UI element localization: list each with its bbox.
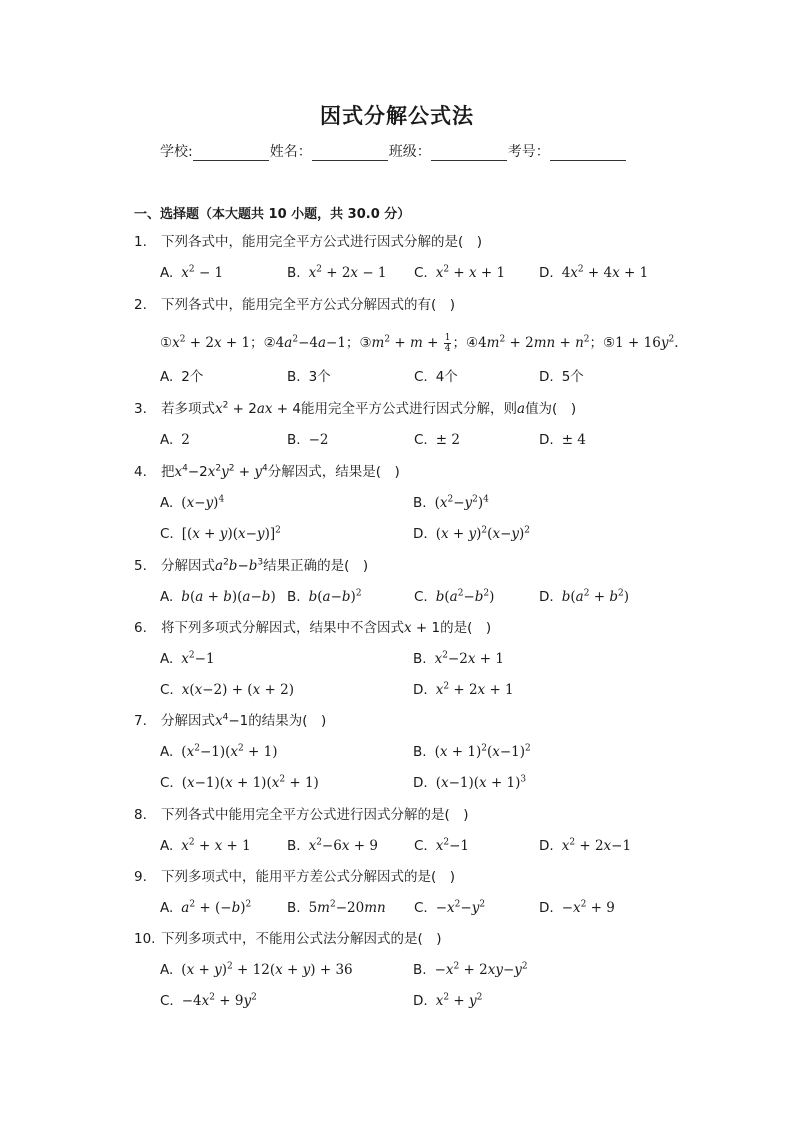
stem-part: 值为( ) <box>525 401 577 417</box>
option-label: D. <box>539 838 554 854</box>
item-marker: ④ <box>465 335 479 351</box>
stem-part: 将下列多项式分解因式，结果中不含因式 <box>161 620 404 636</box>
option-label: B. <box>287 265 301 281</box>
q7-option-d[interactable]: D. $(x-1)(x + 1)^3$ <box>413 774 527 791</box>
name-blank[interactable] <box>312 147 388 161</box>
question-number: 1. <box>134 234 147 250</box>
question-number: 10. <box>134 931 156 947</box>
q8-option-a[interactable]: A. $x^2 + x + 1$ <box>160 837 251 854</box>
option-label: A. <box>160 589 174 605</box>
option-label: B. <box>287 838 301 854</box>
q3-option-d[interactable]: D. ± 4 <box>539 432 586 448</box>
q9-option-a[interactable]: A. $a^2 + (-b)^2$ <box>160 899 252 916</box>
q2-option-a[interactable] <box>160 368 203 386</box>
option-label: D. <box>413 682 428 698</box>
option-label: C. <box>414 900 428 916</box>
stem-part: 分解因式 <box>161 558 215 574</box>
q5-option-c[interactable]: C. $b(a^2-b^2)$ <box>414 588 495 605</box>
option-label: A. <box>160 432 174 448</box>
stem-part: 的结果为( ) <box>248 713 327 729</box>
option-label: B. <box>413 744 427 760</box>
q10-option-a[interactable]: A. $(x + y)^2 + 12(x + y) + 36$ <box>160 961 353 978</box>
name-label: 姓名： <box>269 144 312 160</box>
stem-part: 能用完全平方公式进行因式分解，则 <box>301 401 517 417</box>
id-blank[interactable] <box>550 147 626 161</box>
option-label: C. <box>160 526 174 542</box>
question-stem: 将下列多项式分解因式，结果中不含因式x + 1的是( ) <box>161 620 492 636</box>
question-stem: 下列多项式中，不能用公式法分解因式的是( ) <box>161 931 442 947</box>
option-label: A. <box>160 265 174 281</box>
question-stem: 分解因式$x^4-1$的结果为( ) <box>161 712 327 729</box>
option-label: D. <box>539 900 554 916</box>
stem-part: 分解因式，结果是( ) <box>267 464 400 480</box>
option-text: 4个 <box>435 369 458 385</box>
option-text: 3个 <box>308 369 331 385</box>
q3-option-a[interactable]: A. 2 <box>160 432 190 448</box>
option-label: C. <box>160 993 174 1009</box>
q4-option-b[interactable]: B. $(x^2-y^2)^4$ <box>413 494 489 511</box>
option-label: A. <box>160 744 174 760</box>
question-stem: 把$x^4-2x^2y^2 + y^4$分解因式，结果是( ) <box>161 463 400 480</box>
option-label: D. <box>539 369 554 385</box>
option-label: D. <box>413 775 428 791</box>
item-marker: ① <box>160 335 173 351</box>
stem-part: 把 <box>161 464 175 480</box>
question-stem: 下列多项式中，能用平方差公式分解因式的是( ) <box>161 869 456 885</box>
q9-option-b[interactable]: B. $5m^2-20mn$ <box>287 899 386 916</box>
option-label: D. <box>413 993 428 1009</box>
q1-option-c[interactable]: C. $x^2 + x + 1$ <box>414 264 506 281</box>
option-text: 5个 <box>561 369 584 385</box>
question-stem: 若多项式$x^2 + 2ax + 4$能用完全平方公式进行因式分解，则a值为( ) <box>161 400 577 417</box>
q5-option-a[interactable]: A. b(a + b)(a−b) <box>160 589 276 605</box>
q2-option-b[interactable] <box>287 368 331 386</box>
q8-option-c[interactable]: C. $x^2-1$ <box>414 837 469 854</box>
q8-option-b[interactable]: B. $x^2-6x + 9$ <box>287 837 378 854</box>
option-label: B. <box>287 589 301 605</box>
question-number: 4. <box>134 464 147 480</box>
q5-option-d[interactable]: D. $b(a^2 + b^2)$ <box>539 588 629 605</box>
item-marker: ② <box>263 335 276 351</box>
document-title: 因式分解公式法 <box>320 104 474 128</box>
q2-option-c[interactable] <box>414 368 458 386</box>
question-number: 9. <box>134 869 147 885</box>
option-label: B. <box>413 495 427 511</box>
option-label: A. <box>160 962 174 978</box>
question-stem: 下列各式中，能用完全平方公式进行因式分解的是( ) <box>161 234 483 250</box>
student-info-line <box>160 141 640 161</box>
option-label: A. <box>160 495 174 511</box>
option-label: B. <box>287 369 301 385</box>
option-label: B. <box>287 900 301 916</box>
q5-option-b[interactable]: B. $b(a-b)^2$ <box>287 588 362 605</box>
question-stem: 分解因式$a^2b-b^3$结果正确的是( ) <box>161 557 369 574</box>
option-label: D. <box>539 265 554 281</box>
question-number: 2. <box>134 297 147 313</box>
stem-part: 结果正确的是( ) <box>263 558 369 574</box>
q4-option-d[interactable]: D. $(x + y)^2(x-y)^2$ <box>413 525 531 542</box>
q3-option-c[interactable]: C. ± 2 <box>414 432 460 448</box>
q10-option-c[interactable]: C. $-4x^2 + 9y^2$ <box>160 992 257 1009</box>
q2-items: $①x^2 + 2x + 1$；$②4a^2-4a-1$；$③m^2 + m$ + $\frac{1}{4}$ ；$④4m^2 + 2mn + n^2$；⑤1 + $16y^2$. <box>160 333 679 354</box>
question-number: 5. <box>134 558 147 574</box>
option-label: B. <box>413 962 427 978</box>
option-label: A. <box>160 900 174 916</box>
option-label: D. <box>413 526 428 542</box>
item-marker: ③ <box>359 335 372 351</box>
option-label: C. <box>414 432 428 448</box>
q6-option-b[interactable]: B. $x^2-2x + 1$ <box>413 650 504 667</box>
section-heading: 一、选择题（本大题共 10 小题，共 30.0 分） <box>134 207 411 222</box>
stem-part: 若多项式 <box>161 401 215 417</box>
q6-option-d[interactable]: D. $x^2 + 2x + 1$ <box>413 681 514 698</box>
q1-option-d[interactable]: D. $4x^2 + 4x + 1$ <box>539 264 649 281</box>
q4-option-a[interactable]: A. $(x-y)^4$ <box>160 494 225 511</box>
stem-part: 分解因式 <box>161 713 215 729</box>
q9-option-c[interactable]: C. $-x^2-y^2$ <box>414 899 486 916</box>
q6-option-c[interactable]: C. x(x−2) + (x + 2) <box>160 682 294 698</box>
option-label: C. <box>160 682 174 698</box>
class-blank[interactable] <box>431 147 507 161</box>
q10-option-d[interactable]: D. $x^2 + y^2$ <box>413 992 483 1009</box>
q3-option-b[interactable]: B. −2 <box>287 432 329 448</box>
q7-option-b[interactable]: B. $(x + 1)^2(x-1)^2$ <box>413 743 531 760</box>
option-label: A. <box>160 838 174 854</box>
option-label: C. <box>160 775 174 791</box>
question-number: 3. <box>134 401 147 417</box>
question-number: 6. <box>134 620 147 636</box>
class-label: 班级： <box>388 144 431 160</box>
option-label: A. <box>160 651 174 667</box>
option-label: C. <box>414 265 428 281</box>
school-blank[interactable] <box>193 147 269 161</box>
option-label: D. <box>539 432 554 448</box>
id-label: 考号： <box>507 144 550 160</box>
question-number: 7. <box>134 713 147 729</box>
school-label: 学校: <box>160 144 193 160</box>
stem-part: 的是( ) <box>440 620 492 636</box>
option-label: A. <box>160 369 174 385</box>
q10-option-b[interactable]: B. $-x^2 + 2xy-y^2$ <box>413 961 528 978</box>
q6-option-a[interactable]: A. $x^2-1$ <box>160 650 215 667</box>
option-label: B. <box>413 651 427 667</box>
q4-option-c[interactable]: C. $[(x + y)(x-y)]^2$ <box>160 525 281 542</box>
option-label: C. <box>414 369 428 385</box>
q1-option-b[interactable]: B. $x^2 + 2x - 1$ <box>287 264 387 281</box>
option-label: C. <box>414 589 428 605</box>
q9-option-d[interactable]: D. $-x^2 + 9$ <box>539 899 615 916</box>
q7-option-a[interactable]: A. $(x^2-1)(x^2 + 1)$ <box>160 743 278 760</box>
option-label: D. <box>539 589 554 605</box>
q8-option-d[interactable]: D. $x^2 + 2x-1$ <box>539 837 632 854</box>
item-marker: ⑤ <box>603 335 616 351</box>
option-label: C. <box>414 838 428 854</box>
question-stem: 下列各式中能用完全平方公式进行因式分解的是( ) <box>161 807 469 823</box>
option-text: 2个 <box>181 369 204 385</box>
q2-option-d[interactable] <box>539 368 584 386</box>
question-number: 8. <box>134 807 147 823</box>
question-stem: 下列各式中，能用完全平方公式分解因式的有( ) <box>161 297 456 313</box>
q1-option-a[interactable]: A. $x^2 - 1$ <box>160 264 224 281</box>
option-label: B. <box>287 432 301 448</box>
q7-option-c[interactable]: C. $(x-1)(x + 1)(x^2 + 1)$ <box>160 774 319 791</box>
